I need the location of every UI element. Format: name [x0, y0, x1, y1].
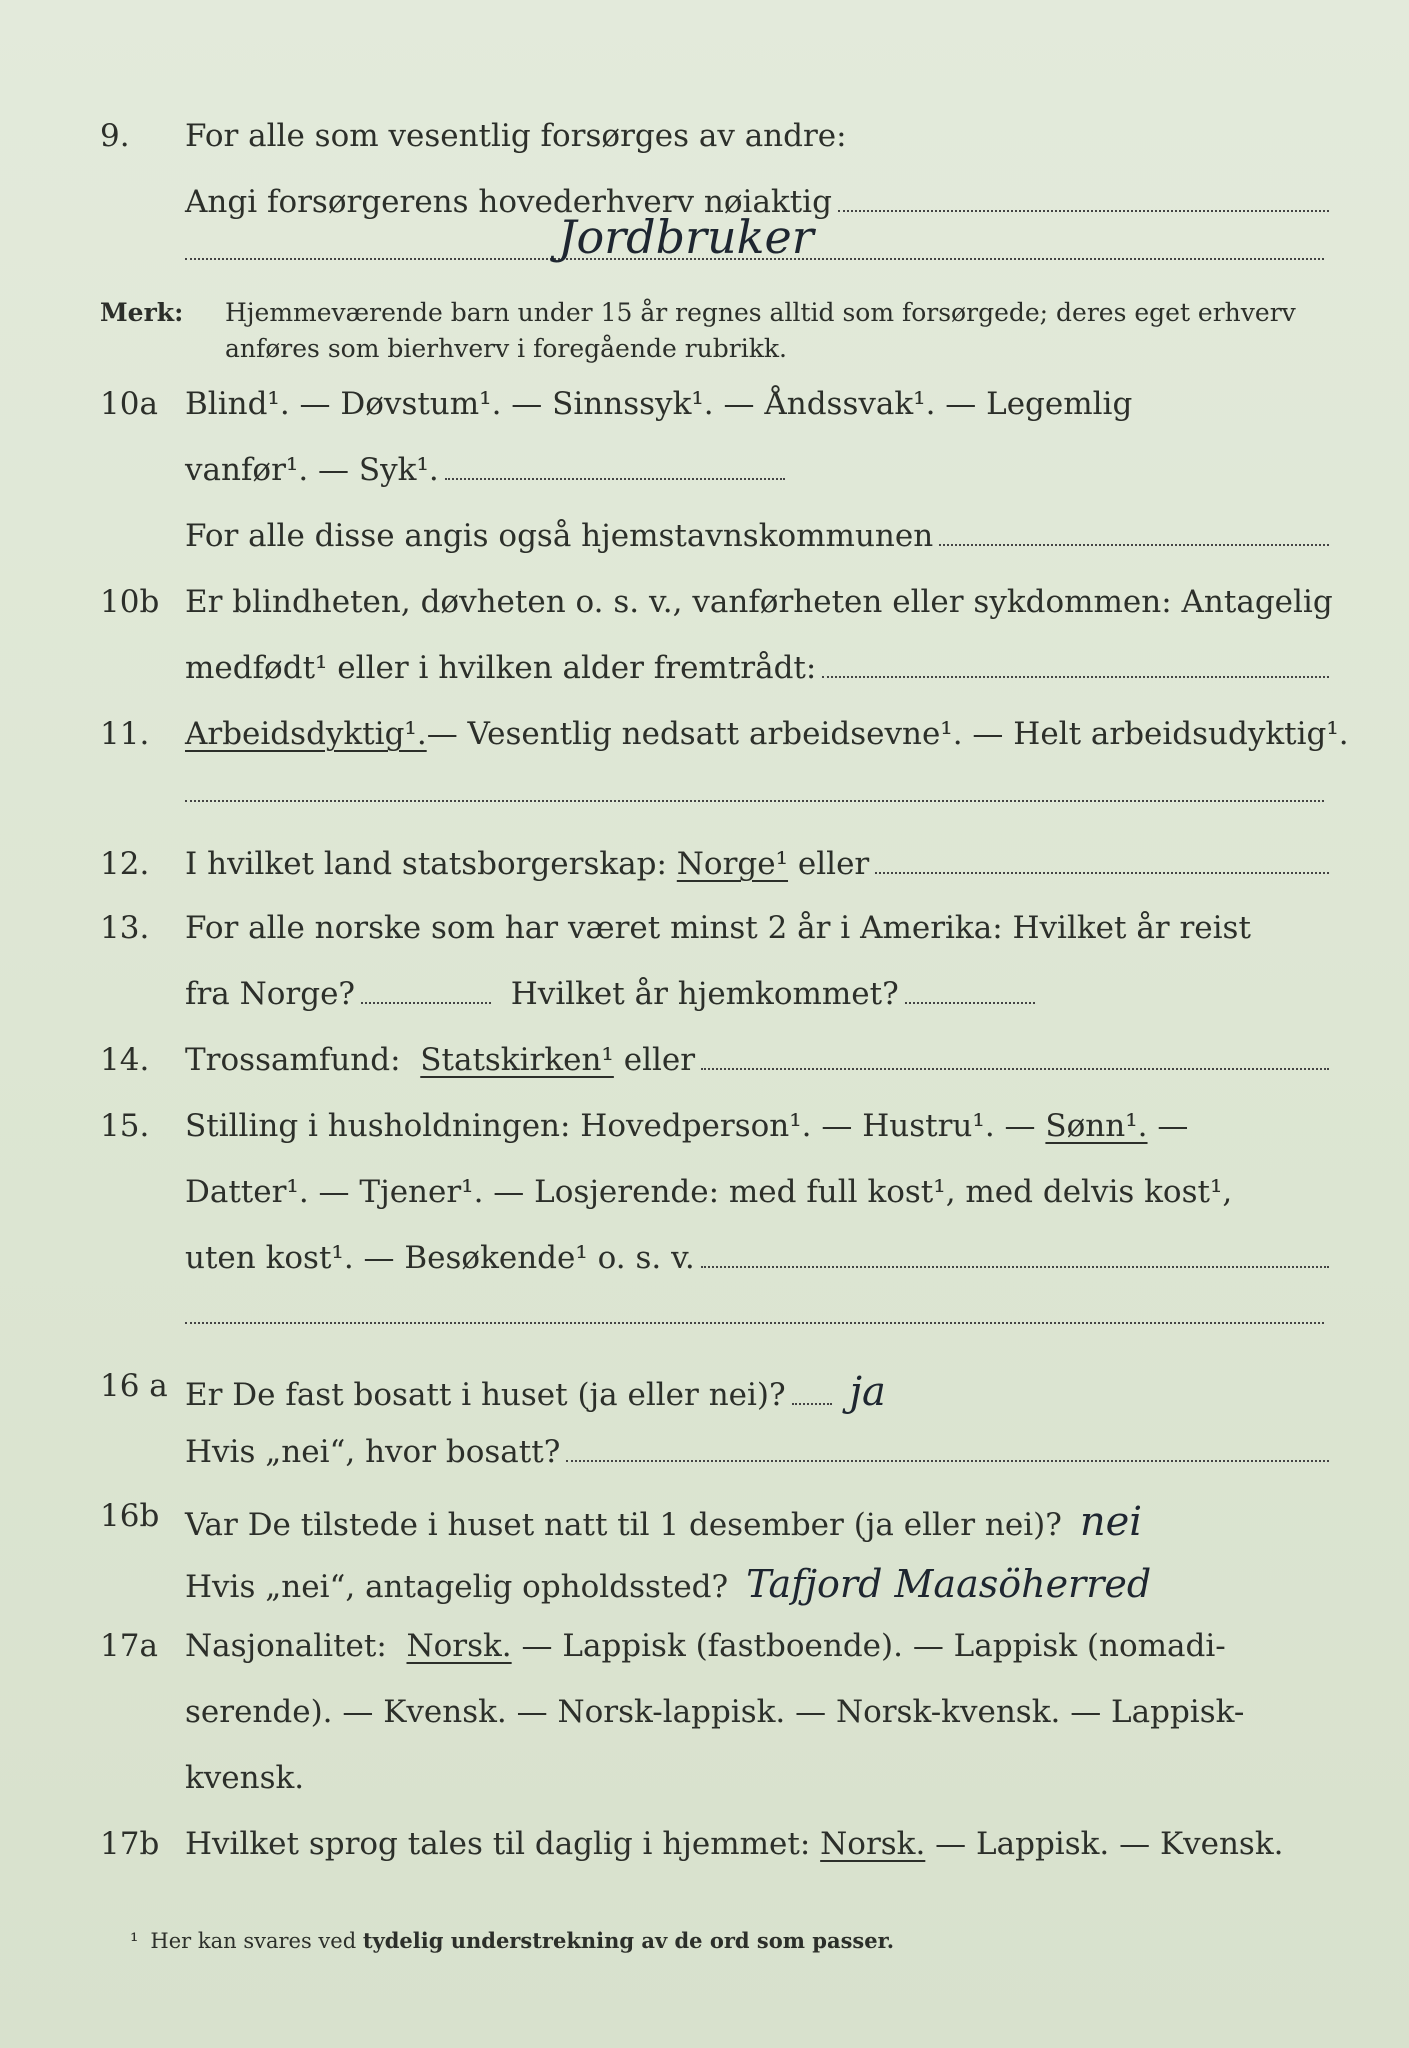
q16b-question-2: Hvis „nei“, antagelig opholdssted? — [185, 1569, 729, 1605]
merk-text-1: Hjemmeværende barn under 15 år regnes alltid som forsørgede; deres eget erhverv — [225, 298, 1296, 327]
q13-reist: fra Norge? — [185, 976, 356, 1012]
q15-selected-option: Sønn¹. — [1045, 1108, 1148, 1144]
footnote-bold-text: tydelig understrekning av de ord som passer. — [362, 1928, 895, 1953]
q11-question-rest: — Vesentlig nedsatt arbeidsevne¹. — Helt arbeidsudyktig¹. — [426, 716, 1349, 752]
q12-number: 12. — [100, 846, 150, 882]
q15-number: 15. — [100, 1108, 150, 1144]
q17a-options-2: serende). — Kvensk. — Norsk-lappisk. — Norsk-kvensk. — Lappisk- — [185, 1694, 1245, 1730]
q16b-answer-2: Tafjord Maasöherred — [746, 1562, 1152, 1606]
q17b-question: Hvilket sprog tales til daglig i hjemmet: — [185, 1826, 811, 1862]
q14-eller: eller — [623, 1042, 696, 1078]
q14-number: 14. — [100, 1042, 150, 1078]
q17b-selected-option: Norsk. — [820, 1826, 926, 1862]
q16a-answer: ja — [849, 1369, 886, 1415]
q14-question: Trossamfund: — [185, 1042, 401, 1078]
q17a-selected-option: Norsk. — [406, 1628, 512, 1664]
q9-number: 9. — [100, 118, 130, 154]
footnote-mark: ¹ — [130, 1929, 139, 1953]
q17a-number: 17a — [100, 1628, 158, 1664]
q17a-question: Nasjonalitet: — [185, 1628, 387, 1664]
q10a-question-3: For alle disse angis også hjemstavnskommunen — [185, 518, 934, 554]
q10b-question: Er blindheten, døvheten o. s. v., vanførheten eller sykdommen: Antagelig — [185, 584, 1333, 620]
q17a-options-3: kvensk. — [185, 1760, 305, 1796]
q13-hjemkommet: Hvilket år hjemkommet? — [510, 976, 899, 1012]
q15-answer-line — [185, 1322, 1324, 1324]
q9-answer: Jordbruker — [558, 210, 814, 264]
q17b-number: 17b — [100, 1826, 160, 1862]
merk-label: Merk: — [100, 298, 184, 327]
q14-selected-option: Statskirken¹ — [420, 1042, 614, 1078]
q15-question-2: Datter¹. — Tjener¹. — Losjerende: med full kost¹, med delvis kost¹, — [185, 1174, 1233, 1210]
q16a-number: 16 a — [100, 1368, 168, 1404]
q15-dash: — — [1157, 1108, 1189, 1144]
q11-number: 11. — [100, 716, 150, 752]
footnote — [130, 1928, 894, 1953]
q9-question-2: Angi forsørgerens hovederhverv nøiaktig — [185, 184, 832, 220]
footnote-text: Her kan svares ved — [150, 1929, 357, 1953]
q10a-question-2: vanfør¹. — Syk¹. — [185, 452, 439, 488]
q10a-number: 10a — [100, 386, 158, 422]
q12-selected-option: Norge¹ — [676, 846, 789, 882]
q10b-question-2: medfødt¹ eller i hvilken alder fremtrådt: — [185, 650, 817, 686]
q15-question: Stilling i husholdningen: Hovedperson¹. — Hustru¹. — — [185, 1108, 1036, 1144]
q17b-options: — Lappisk. — Kvensk. — [935, 1826, 1284, 1862]
q16b-number: 16b — [100, 1498, 160, 1534]
q10b-number: 10b — [100, 584, 160, 620]
q15-question-3: uten kost¹. — Besøkende¹ o. s. v. — [185, 1240, 695, 1276]
q9-question: For alle som vesentlig forsørges av andre: — [185, 118, 847, 154]
q13-number: 13. — [100, 910, 150, 946]
q16b-question: Var De tilstede i huset natt til 1 desember (ja eller nei)? — [185, 1507, 1062, 1543]
merk-text-2: anføres som bierhverv i foregående rubrikk. — [225, 334, 787, 363]
q17a-options: — Lappisk (fastboende). — Lappisk (nomadi- — [521, 1628, 1226, 1664]
q12-question: I hvilket land statsborgerskap: — [185, 846, 667, 882]
q13-question: For alle norske som har været minst 2 år i Amerika: Hvilket år reist — [185, 910, 1251, 946]
q10a-question: Blind¹. — Døvstum¹. — Sinnssyk¹. — Åndssvak¹. — Legemlig — [185, 386, 1133, 422]
q16a-question-2: Hvis „nei“, hvor bosatt? — [185, 1434, 561, 1470]
q11-answer-line — [185, 800, 1324, 802]
q16b-answer: nei — [1079, 1499, 1143, 1545]
q11-selected-option: Arbeidsdyktig¹. — [185, 716, 427, 752]
q16a-question: Er De fast bosatt i huset (ja eller nei)? — [185, 1377, 786, 1413]
q12-eller: eller — [797, 846, 870, 882]
